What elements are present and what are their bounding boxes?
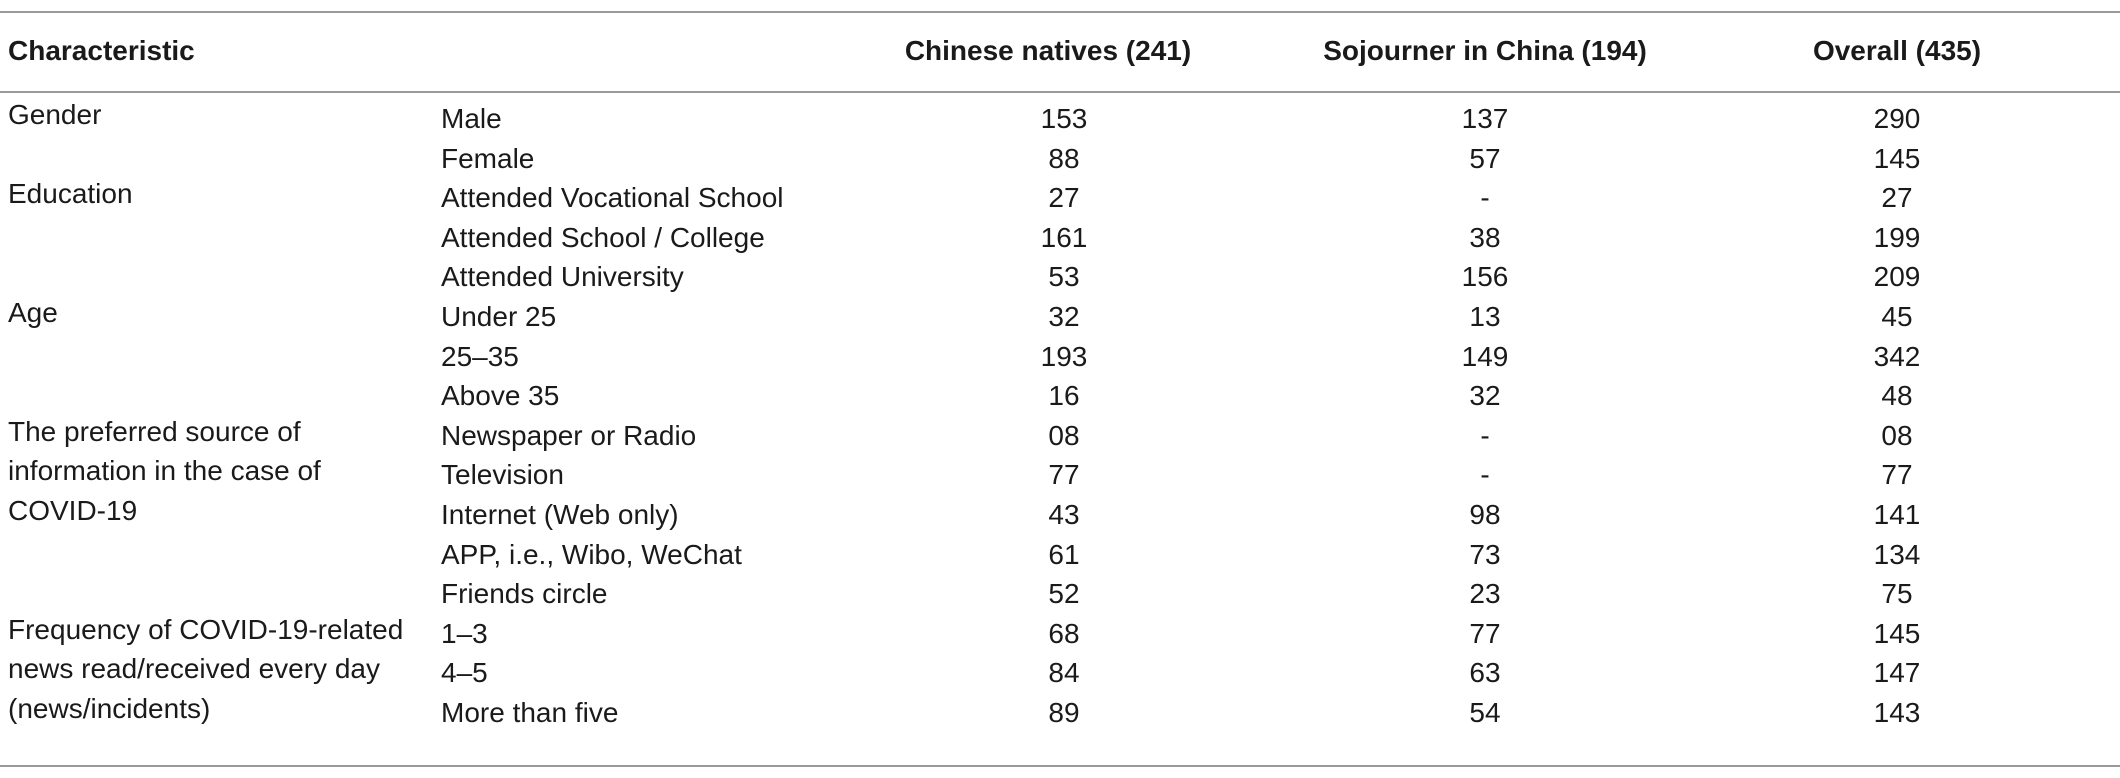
cell-overall: 48 <box>1881 380 1913 412</box>
row-subcategory: Attended School / College <box>441 221 765 253</box>
group-label-line: COVID-19 <box>8 494 138 526</box>
table-bottom-rule <box>0 765 2120 767</box>
header-characteristic: Characteristic <box>8 35 195 66</box>
cell-chinese-natives: 77 <box>1048 459 1080 491</box>
cell-overall: 75 <box>1881 578 1913 610</box>
group-label <box>8 412 408 531</box>
row-subcategory: Male <box>441 103 502 134</box>
row-subcategory: Attended Vocational School <box>441 182 784 214</box>
row-subcategory: APP, i.e., Wibo, WeChat <box>441 538 742 570</box>
cell-overall: 199 <box>1873 221 1921 253</box>
cell-sojourner: 156 <box>1461 261 1509 293</box>
cell-overall: 08 <box>1881 419 1913 451</box>
row-subcategory: Female <box>441 142 535 174</box>
group-label-line: Gender <box>8 99 102 130</box>
cell-overall: 145 <box>1873 617 1921 649</box>
cell-chinese-natives: 161 <box>1040 221 1088 253</box>
table-row <box>0 341 2120 381</box>
group-label-line: Age <box>8 297 58 328</box>
cell-chinese-natives: 84 <box>1048 657 1080 689</box>
row-subcategory: 1–3 <box>441 617 488 649</box>
header-chinese-natives: Chinese natives (241) <box>904 35 1192 66</box>
cell-chinese-natives: 53 <box>1048 261 1080 293</box>
cell-sojourner: 63 <box>1469 657 1501 689</box>
cell-chinese-natives: 193 <box>1040 340 1088 372</box>
cell-overall: 209 <box>1873 261 1921 293</box>
cell-sojourner: 57 <box>1469 142 1501 174</box>
cell-overall: 27 <box>1881 182 1913 214</box>
group-label-line: Frequency of COVID-19-related <box>8 613 404 645</box>
group-label <box>8 610 408 729</box>
table-row <box>0 222 2120 262</box>
group-label-line: The preferred source of <box>8 415 301 447</box>
row-subcategory: More than five <box>441 697 619 728</box>
row-subcategory: Internet (Web only) <box>441 499 679 530</box>
cell-chinese-natives: 153 <box>1040 103 1088 134</box>
cell-sojourner: 77 <box>1469 617 1501 649</box>
group-label <box>8 293 408 333</box>
cell-sojourner: - <box>1480 182 1490 214</box>
cell-sojourner: 32 <box>1469 380 1501 412</box>
header-overall: Overall (435) <box>1812 35 1982 66</box>
cell-overall: 134 <box>1873 538 1921 570</box>
group-label <box>8 174 408 214</box>
group-label <box>8 95 408 135</box>
table-header-row <box>0 11 2120 91</box>
cell-chinese-natives: 52 <box>1048 578 1080 610</box>
cell-chinese-natives: 61 <box>1048 538 1080 570</box>
table-header-rule <box>0 91 2120 93</box>
cell-sojourner: 38 <box>1469 221 1501 253</box>
row-subcategory: Above 35 <box>441 380 560 412</box>
group-label-line: (news/incidents) <box>8 692 211 724</box>
cell-sojourner: 98 <box>1469 499 1501 530</box>
cell-sojourner: 13 <box>1469 301 1501 332</box>
cell-sojourner: - <box>1480 419 1490 451</box>
cell-overall: 141 <box>1873 499 1921 530</box>
cell-sojourner: 54 <box>1469 697 1501 728</box>
cell-sojourner: 73 <box>1469 538 1501 570</box>
cell-chinese-natives: 32 <box>1048 301 1080 332</box>
row-subcategory: Newspaper or Radio <box>441 419 697 451</box>
cell-overall: 145 <box>1873 142 1921 174</box>
cell-chinese-natives: 27 <box>1048 182 1080 214</box>
cell-chinese-natives: 88 <box>1048 142 1080 174</box>
group-label-line: news read/received every day <box>8 653 380 685</box>
cell-sojourner: 137 <box>1461 103 1509 134</box>
row-subcategory: 25–35 <box>441 340 519 372</box>
row-subcategory: Under 25 <box>441 301 557 332</box>
cell-overall: 45 <box>1881 301 1913 332</box>
row-subcategory: Television <box>441 459 564 491</box>
table-row <box>0 539 2120 579</box>
row-subcategory: 4–5 <box>441 657 488 689</box>
cell-chinese-natives: 16 <box>1048 380 1080 412</box>
cell-overall: 143 <box>1873 697 1921 728</box>
row-subcategory: Attended University <box>441 261 684 293</box>
cell-sojourner: 23 <box>1469 578 1501 610</box>
cell-chinese-natives: 43 <box>1048 499 1080 530</box>
cell-sojourner: - <box>1480 459 1490 491</box>
group-label-line: Education <box>8 178 133 210</box>
group-label-line: information in the case of <box>8 455 321 487</box>
header-sojourner: Sojourner in China (194) <box>1323 35 1647 66</box>
cell-overall: 342 <box>1873 340 1921 372</box>
row-subcategory: Friends circle <box>441 578 608 610</box>
cell-chinese-natives: 68 <box>1048 617 1080 649</box>
cell-sojourner: 149 <box>1461 340 1509 372</box>
cell-overall: 290 <box>1873 103 1921 134</box>
cell-chinese-natives: 89 <box>1048 697 1080 728</box>
cell-overall: 77 <box>1881 459 1913 491</box>
cell-overall: 147 <box>1873 657 1921 689</box>
cell-chinese-natives: 08 <box>1048 419 1080 451</box>
